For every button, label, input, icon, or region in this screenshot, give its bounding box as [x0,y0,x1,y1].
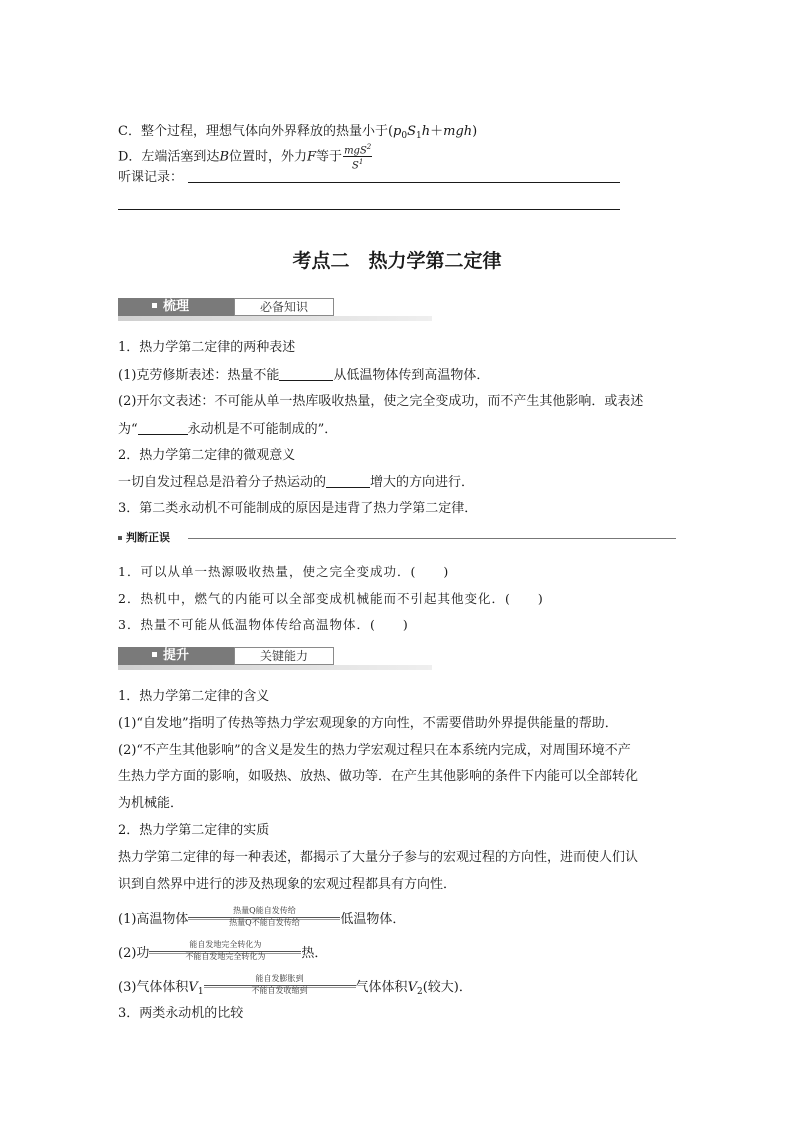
improve-para-4: 为机械能． [118,796,184,811]
judge-heading: 判断正误 [118,530,676,546]
improve-para-6: 识到自然界中进行的涉及热现象的宏观过程都具有方向性． [118,877,457,892]
sort-para-1: (1)克劳修斯表述：热量不能 从低温物体传到高温物体． [118,368,490,383]
force-fraction: $\frac{mgS^2}{S^1}$ [344,143,372,172]
notes-label: 听课记录： [118,170,184,185]
option-c: C．整个过程，理想气体向外界释放的热量小于$(p_0S_1h+mgh)$ [118,124,478,141]
judge-item-2: 2．热机中，燃气的内能可以全部变成机械能而不引起其他变化．( ) [118,591,544,606]
sort-para-5: 3．第二类永动机不可能制成的原因是违背了热力学第二定律． [118,501,478,516]
banner-sort: 梳理 必备知识 [118,295,432,321]
sort-heading-2: 2．热力学第二定律的微观意义 [118,448,296,463]
double-arrow: 能自发地完全转化为 不能自发地完全转化为 [149,943,301,961]
judge-item-3: 3．热量不可能从低温物体传给高温物体．( ) [118,617,409,632]
improve-para-1: (1)“自发地”指明了传热等热力学宏观现象的方向性，不需要借助外界提供能量的帮助． [118,716,618,731]
section-title: 考点二 热力学第二定律 [292,250,502,272]
improve-para-5: 热力学第二定律的每一种表述，都揭示了大量分子参与的宏观过程的方向性，进而使人们认 [118,850,639,865]
notes-line-2[interactable] [118,209,620,210]
relation-1: (1)高温物体 热量Q能自发传给 热量Q不能自发传给 低温物体． [118,906,406,927]
fill-blank-2[interactable] [138,421,188,435]
sort-para-2: (2)开尔文表述：不可能从单一热库吸收热量，使之完全变成功，而不产生其他影响．或表述 [118,394,644,409]
notes-line-1[interactable] [188,182,620,183]
sort-para-4: 一切自发过程总是沿着分子热运动的 增大的方向进行． [118,475,475,490]
double-arrow: 热量Q能自发传给 热量Q不能自发传给 [188,909,340,927]
double-arrow: 能自发膨胀到 不能自发收缩到 [204,977,356,995]
relation-3: (3)气体体积$V_1$ 能自发膨胀到 不能自发收缩到 气体体积$V_2$(较大)． [118,974,472,997]
square-icon [152,652,157,657]
improve-heading-2: 2．热力学第二定律的实质 [118,823,270,838]
option-d: D．左端活塞到达B位置时，外力F等于 $\frac{mgS^2}{S^1}$ [118,143,372,172]
square-icon [152,303,157,308]
judge-item-1: 1．可以从单一热源吸收热量，使之完全变成功．( ) [118,564,450,579]
fill-blank-1[interactable] [279,367,333,381]
fill-blank-3[interactable] [326,474,370,488]
relation-2: (2)功 能自发地完全转化为 不能自发地完全转化为 热． [118,940,328,961]
improve-heading-3: 3．两类永动机的比较 [118,1006,244,1021]
improve-heading-1: 1．热力学第二定律的含义 [118,689,270,704]
sort-heading-1: 1．热力学第二定律的两种表述 [118,340,296,355]
improve-para-2: (2)“不产生其他影响”的含义是发生的热力学宏观过程只在本系统内完成，对周围环境不产 [118,743,631,758]
square-icon [118,536,122,540]
banner-improve: 提升 关键能力 [118,644,432,670]
improve-para-3: 生热力学方面的影响，如吸热、放热、做功等．在产生其他影响的条件下内能可以全部转化 [118,769,639,784]
sort-para-3: 为“ 永动机是不可能制成的”． [118,422,338,437]
